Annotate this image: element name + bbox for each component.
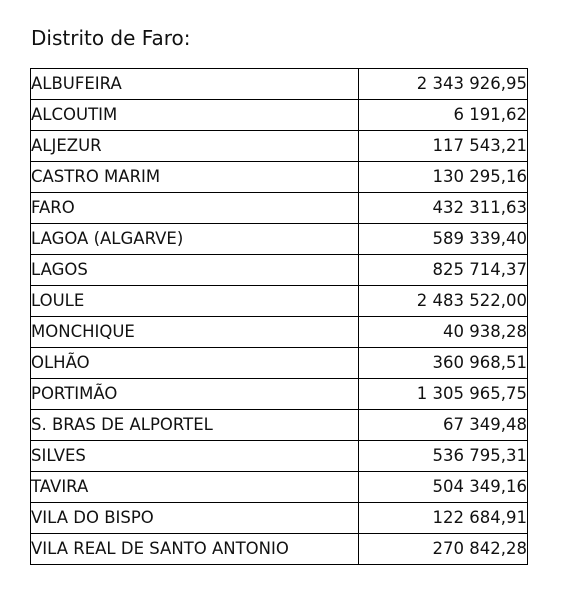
table-row [31, 317, 528, 348]
amount-value-cell: 432 311,63 [359, 193, 528, 224]
municipality-name-cell: S. BRAS DE ALPORTEL [31, 410, 359, 441]
amount-value-cell: 1 305 965,75 [359, 379, 528, 410]
table-row [31, 472, 528, 503]
municipality-name-cell: PORTIMÃO [31, 379, 359, 410]
municipality-name-cell: ALBUFEIRA [31, 69, 359, 100]
amount-value-cell: 504 349,16 [359, 472, 528, 503]
table-row [31, 534, 528, 565]
municipality-name-cell: VILA REAL DE SANTO ANTONIO [31, 534, 359, 565]
table-row [31, 410, 528, 441]
amount-value-cell: 360 968,51 [359, 348, 528, 379]
amount-value-cell: 536 795,31 [359, 441, 528, 472]
amount-value-cell: 2 483 522,00 [359, 286, 528, 317]
amount-value-cell: 6 191,62 [359, 100, 528, 131]
amount-value-cell: 589 339,40 [359, 224, 528, 255]
amount-value-cell: 40 938,28 [359, 317, 528, 348]
municipality-name-cell: OLHÃO [31, 348, 359, 379]
table-row [31, 100, 528, 131]
table-row [31, 379, 528, 410]
table-row [31, 131, 528, 162]
municipality-name-cell: LAGOA (ALGARVE) [31, 224, 359, 255]
table-row [31, 255, 528, 286]
table-body [31, 69, 528, 565]
table-row [31, 348, 528, 379]
table-row [31, 193, 528, 224]
municipality-name-cell: FARO [31, 193, 359, 224]
municipality-table [30, 68, 528, 565]
municipality-name-cell: MONCHIQUE [31, 317, 359, 348]
municipality-name-cell: LAGOS [31, 255, 359, 286]
amount-value-cell: 270 842,28 [359, 534, 528, 565]
page-title: Distrito de Faro: [31, 26, 191, 50]
amount-value-cell: 825 714,37 [359, 255, 528, 286]
amount-value-cell: 2 343 926,95 [359, 69, 528, 100]
table-row [31, 162, 528, 193]
municipality-name-cell: LOULE [31, 286, 359, 317]
municipality-name-cell: SILVES [31, 441, 359, 472]
municipality-name-cell: ALCOUTIM [31, 100, 359, 131]
amount-value-cell: 130 295,16 [359, 162, 528, 193]
amount-value-cell: 122 684,91 [359, 503, 528, 534]
table-row [31, 224, 528, 255]
amount-value-cell: 67 349,48 [359, 410, 528, 441]
municipality-name-cell: VILA DO BISPO [31, 503, 359, 534]
table-row [31, 69, 528, 100]
municipality-name-cell: ALJEZUR [31, 131, 359, 162]
table-row [31, 503, 528, 534]
table-row [31, 286, 528, 317]
municipality-name-cell: CASTRO MARIM [31, 162, 359, 193]
table-row [31, 441, 528, 472]
amount-value-cell: 117 543,21 [359, 131, 528, 162]
municipality-name-cell: TAVIRA [31, 472, 359, 503]
